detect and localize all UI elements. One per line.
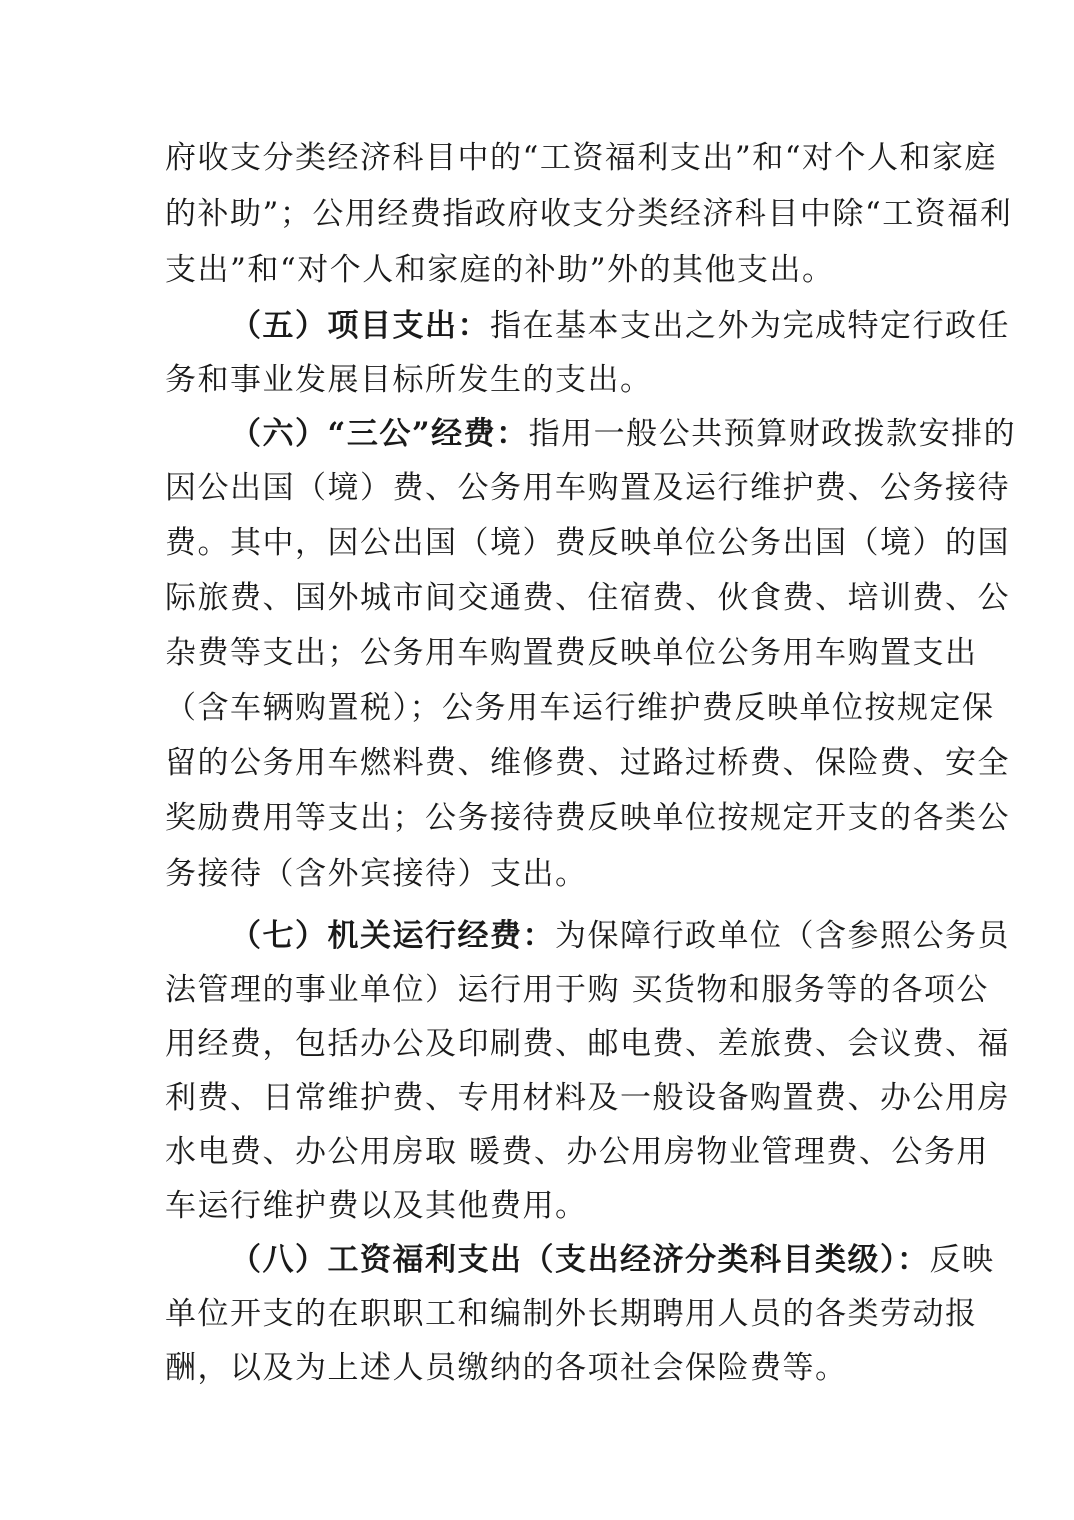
paragraph-line: 府收支分类经济科目中的“工资福利支出”和“对个人和家庭 <box>165 140 998 176</box>
paragraph-line: 务接待（含外宾接待）支出。 <box>165 856 588 892</box>
section-8-first-line <box>230 1238 995 1282</box>
paragraph-line: 支出”和“对个人和家庭的补助”外的其他支出。 <box>165 252 835 288</box>
paragraph-line: 费。其中，因公出国（境）费反映单位公务出国（境）的国 <box>165 525 1010 561</box>
paragraph-line: 水电费、办公用房取 暖费、办公用房物业管理费、公务用 <box>165 1134 989 1170</box>
section-text: 反映 <box>929 1242 995 1278</box>
section-heading: （五）项目支出： <box>230 308 490 344</box>
paragraph-line: 奖励费用等支出；公务接待费反映单位按规定开支的各类公 <box>165 800 1010 836</box>
paragraph-line: 际旅费、国外城市间交通费、住宿费、伙食费、培训费、公 <box>165 580 1010 616</box>
paragraph-line: 因公出国（境）费、公务用车购置及运行维护费、公务接待 <box>165 470 1010 506</box>
paragraph-line: 的补助”；公用经费指政府收支分类经济科目中除“工资福利 <box>165 196 1013 232</box>
section-text: 为保障行政单位（含参照公务员 <box>555 918 1010 954</box>
paragraph-line: 车运行维护费以及其他费用。 <box>165 1188 588 1224</box>
section-heading: （七）机关运行经费： <box>230 918 555 954</box>
paragraph-line: 单位开支的在职职工和编制外长期聘用人员的各类劳动报 <box>165 1296 978 1332</box>
paragraph-line: 杂费等支出；公务用车购置费反映单位公务用车购置支出 <box>165 635 978 671</box>
section-6-first-line <box>230 412 1017 456</box>
paragraph-line: 务和事业发展目标所发生的支出。 <box>165 362 653 398</box>
section-heading: （六）“三公”经费： <box>230 416 529 452</box>
paragraph-line: 法管理的事业单位）运行用于购 买货物和服务等的各项公 <box>165 972 989 1008</box>
paragraph-line: 酬，以及为上述人员缴纳的各项社会保险费等。 <box>165 1350 848 1386</box>
paragraph-line: （含车辆购置税）；公务用车运行维护费反映单位按规定保 <box>165 690 995 726</box>
paragraph-line: 利费、日常维护费、专用材料及一般设备购置费、办公用房 <box>165 1080 1010 1116</box>
section-text: 指用一般公共预算财政拨款安排的 <box>528 416 1017 452</box>
section-7-first-line <box>230 914 1010 958</box>
paragraph-line: 留的公务用车燃料费、维修费、过路过桥费、保险费、安全 <box>165 745 1010 781</box>
section-text: 指在基本支出之外为完成特定行政任 <box>490 308 1010 344</box>
section-5-first-line <box>230 304 1010 348</box>
section-heading: （八）工资福利支出（支出经济分类科目类级）： <box>230 1242 930 1278</box>
paragraph-line: 用经费，包括办公及印刷费、邮电费、差旅费、会议费、福 <box>165 1026 1010 1062</box>
